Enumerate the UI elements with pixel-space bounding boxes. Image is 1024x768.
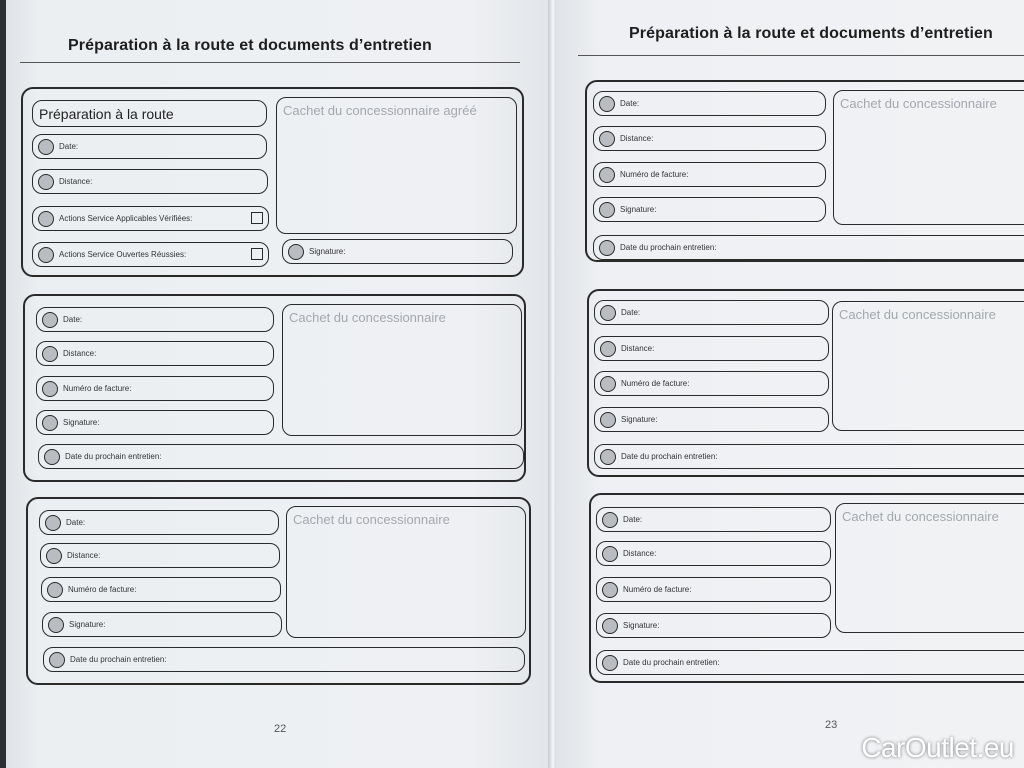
distance-label: Distance: <box>621 344 655 353</box>
actions-open-label: Actions Service Ouvertes Réussies: <box>59 250 187 259</box>
page-title: Préparation à la route et documents d’entretien <box>68 37 432 54</box>
date-field[interactable] <box>36 307 274 332</box>
bullet-icon <box>602 582 618 598</box>
dealer-stamp-label: Cachet du concessionnaire <box>839 307 996 322</box>
signature-field[interactable] <box>42 612 282 637</box>
signature-label: Signature: <box>309 247 346 256</box>
bullet-icon <box>44 449 60 465</box>
invoice-number-field[interactable] <box>594 371 829 396</box>
actions-applicable-field <box>32 206 269 231</box>
predelivery-heading-text: Préparation à la route <box>39 105 174 122</box>
bullet-icon <box>599 240 615 256</box>
dealer-stamp-label: Cachet du concessionnaire <box>289 310 446 325</box>
invoice-number-label: Numéro de facture: <box>623 585 692 594</box>
actions-open-checkbox[interactable] <box>251 248 263 260</box>
dealer-stamp-box[interactable] <box>282 304 522 436</box>
date-label: Date: <box>66 518 86 527</box>
service-record-block <box>589 493 1024 683</box>
invoice-number-label: Numéro de facture: <box>621 379 690 388</box>
predelivery-heading <box>32 100 267 127</box>
next-service-label: Date du prochain entretien: <box>65 452 162 461</box>
invoice-number-field[interactable] <box>41 577 281 602</box>
watermark-logo: CarOutlet.eu <box>861 732 1014 763</box>
bullet-icon <box>602 655 618 671</box>
signature-label: Signature: <box>621 415 658 424</box>
signature-label: Signature: <box>620 205 657 214</box>
distance-label: Distance: <box>67 551 101 560</box>
next-service-label: Date du prochain entretien: <box>620 243 717 252</box>
bullet-icon <box>47 582 63 598</box>
distance-field[interactable] <box>594 336 829 361</box>
date-field[interactable] <box>596 507 831 532</box>
invoice-number-label: Numéro de facture: <box>620 170 689 179</box>
invoice-number-field[interactable] <box>593 162 826 187</box>
date-field[interactable] <box>593 91 826 116</box>
bullet-icon <box>288 244 304 260</box>
next-service-field[interactable] <box>594 444 1024 469</box>
bullet-icon <box>38 247 54 263</box>
service-record-block <box>585 80 1024 262</box>
bullet-icon <box>49 652 65 668</box>
right-page <box>556 0 1024 768</box>
title-divider <box>20 62 520 63</box>
distance-field[interactable] <box>596 541 831 566</box>
date-label: Date: <box>63 315 83 324</box>
service-record-block <box>26 497 531 685</box>
bullet-icon <box>42 312 58 328</box>
title-divider <box>578 55 1024 56</box>
distance-field[interactable] <box>32 169 268 194</box>
bullet-icon <box>599 131 615 147</box>
bullet-icon <box>42 381 58 397</box>
invoice-number-field[interactable] <box>36 376 274 401</box>
bullet-icon <box>600 341 616 357</box>
service-record-block <box>587 289 1024 477</box>
bullet-icon <box>600 305 616 321</box>
bullet-icon <box>600 412 616 428</box>
signature-field[interactable] <box>594 407 829 432</box>
bullet-icon <box>46 548 62 564</box>
date-field[interactable] <box>32 134 267 159</box>
dealer-stamp-box[interactable] <box>276 97 517 234</box>
bullet-icon <box>599 96 615 112</box>
service-record-block <box>23 294 526 482</box>
dealer-stamp-box[interactable] <box>286 506 526 638</box>
bullet-icon <box>38 139 54 155</box>
bullet-icon <box>600 449 616 465</box>
dealer-stamp-label: Cachet du concessionnaire <box>840 96 997 111</box>
dealer-stamp-label: Cachet du concessionnaire agréé <box>283 103 477 118</box>
bullet-icon <box>42 415 58 431</box>
bullet-icon <box>48 617 64 633</box>
page-title: Préparation à la route et documents d’entretien <box>629 25 993 42</box>
distance-field[interactable] <box>40 543 280 568</box>
signature-field[interactable] <box>596 613 831 638</box>
actions-applicable-checkbox[interactable] <box>251 212 263 224</box>
actions-open-field <box>32 242 269 267</box>
next-service-label: Date du prochain entretien: <box>70 655 167 664</box>
dealer-stamp-box[interactable] <box>833 90 1024 225</box>
left-page <box>6 0 552 768</box>
bullet-icon <box>42 346 58 362</box>
bullet-icon <box>38 211 54 227</box>
signature-field[interactable] <box>36 410 274 435</box>
dealer-stamp-label: Cachet du concessionnaire <box>842 509 999 524</box>
actions-applicable-label: Actions Service Applicables Vérifiées: <box>59 214 193 223</box>
bullet-icon <box>599 202 615 218</box>
date-field[interactable] <box>594 300 829 325</box>
next-service-field[interactable] <box>38 444 524 469</box>
page-number: 23 <box>825 719 838 731</box>
predelivery-block <box>21 87 524 277</box>
date-field[interactable] <box>39 510 279 535</box>
signature-field[interactable] <box>282 239 513 264</box>
date-label: Date: <box>620 99 640 108</box>
date-label: Date: <box>59 142 79 151</box>
dealer-stamp-label: Cachet du concessionnaire <box>293 512 450 527</box>
invoice-number-label: Numéro de facture: <box>63 384 132 393</box>
distance-label: Distance: <box>59 177 93 186</box>
dealer-stamp-box[interactable] <box>832 301 1024 431</box>
invoice-number-field[interactable] <box>596 577 831 602</box>
distance-field[interactable] <box>36 341 274 366</box>
distance-field[interactable] <box>593 126 826 151</box>
signature-label: Signature: <box>69 620 106 629</box>
signature-field[interactable] <box>593 197 826 222</box>
date-label: Date: <box>623 515 643 524</box>
next-service-field[interactable] <box>593 235 1024 260</box>
signature-label: Signature: <box>63 418 100 427</box>
bullet-icon <box>600 376 616 392</box>
page-number: 22 <box>274 723 287 735</box>
date-label: Date: <box>621 308 641 317</box>
next-service-label: Date du prochain entretien: <box>621 452 718 461</box>
bullet-icon <box>38 174 54 190</box>
invoice-number-label: Numéro de facture: <box>68 585 137 594</box>
bullet-icon <box>45 515 61 531</box>
next-service-field[interactable] <box>596 650 1024 675</box>
next-service-label: Date du prochain entretien: <box>623 658 720 667</box>
next-service-field[interactable] <box>43 647 525 672</box>
dealer-stamp-box[interactable] <box>835 503 1024 633</box>
bullet-icon <box>602 618 618 634</box>
distance-label: Distance: <box>620 134 654 143</box>
distance-label: Distance: <box>623 549 657 558</box>
signature-label: Signature: <box>623 621 660 630</box>
bullet-icon <box>602 546 618 562</box>
bullet-icon <box>602 512 618 528</box>
bullet-icon <box>599 167 615 183</box>
distance-label: Distance: <box>63 349 97 358</box>
